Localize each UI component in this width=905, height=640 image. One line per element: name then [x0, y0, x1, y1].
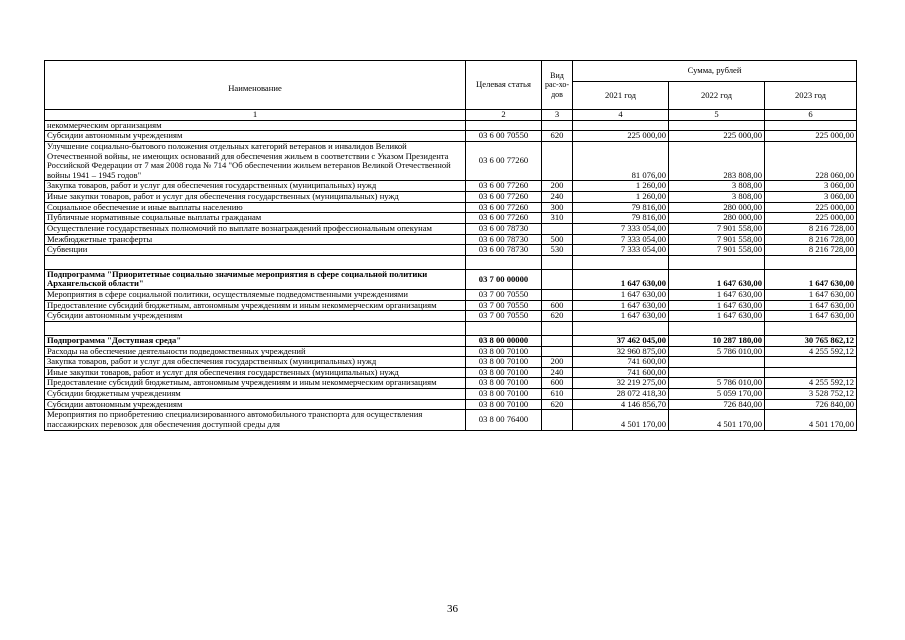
row-sum-2023: 225 000,00 [765, 213, 857, 224]
empty-cell [45, 255, 466, 269]
row-sum-2022 [669, 367, 765, 378]
row-sum-2021: 225 000,00 [573, 131, 669, 142]
row-name: Мероприятия в сфере социальной политики, осуществляемые подведомственными учреждениями [45, 290, 466, 301]
row-target-code: 03 7 00 70550 [466, 311, 542, 322]
row-target-code: 03 6 00 78730 [466, 245, 542, 256]
row-expense-type: 200 [542, 357, 573, 368]
empty-cell [466, 321, 542, 335]
empty-cell [669, 321, 765, 335]
table-row [45, 245, 857, 256]
spacer-row [45, 255, 857, 269]
column-index: 3 [542, 110, 573, 121]
row-target-code: 03 6 00 77260 [466, 181, 542, 192]
row-sum-2023: 3 060,00 [765, 181, 857, 192]
table-row [45, 234, 857, 245]
row-target-code: 03 6 00 70550 [466, 131, 542, 142]
header-type: Вид рас-хо-дов [542, 61, 573, 110]
row-target-code: 03 8 00 70100 [466, 346, 542, 357]
row-expense-type: 300 [542, 202, 573, 213]
row-expense-type [542, 410, 573, 430]
column-index: 6 [765, 110, 857, 121]
row-sum-2023: 4 501 170,00 [765, 410, 857, 430]
row-name-text: Иные закупки товаров, работ и услуг для обеспечения государственных (муниципальных) нужд [47, 367, 399, 377]
row-sum-2021: 1 647 630,00 [573, 311, 669, 322]
row-expense-type [542, 269, 573, 289]
row-name [45, 367, 466, 378]
row-sum-2021: 741 600,00 [573, 357, 669, 368]
row-target-code: 03 7 00 70550 [466, 290, 542, 301]
row-name-text: Иные закупки товаров, работ и услуг для обеспечения государственных (муниципальных) нужд [47, 191, 399, 201]
row-sum-2021: 28 072 418,30 [573, 389, 669, 400]
row-sum-2021: 1 260,00 [573, 181, 669, 192]
row-sum-2022: 225 000,00 [669, 131, 765, 142]
table-row [45, 399, 857, 410]
table-row [45, 120, 857, 131]
row-name [45, 192, 466, 203]
row-name: Улучшение социально-бытового положения отдельных категорий ветеранов и инвалидов Великой Отечественной войны, не имеющих оснований для обеспечения жильем в соответствии с Указом Президента Российской Федерации от 7 мая 2008 года № 714 "Об обеспечении жильем ветеранов Великой Отечественной войны 1941 – 1945 годов" [45, 141, 466, 181]
subprogram-row [45, 335, 857, 346]
row-sum-2023: 30 765 862,12 [765, 335, 857, 346]
row-sum-2021: 79 816,00 [573, 202, 669, 213]
row-sum-2021: 32 219 275,00 [573, 378, 669, 389]
row-sum-2023: 8 216 728,00 [765, 245, 857, 256]
row-sum-2023: 8 216 728,00 [765, 234, 857, 245]
row-sum-2022: 726 840,00 [669, 399, 765, 410]
header-sum: Сумма, рублей [573, 61, 857, 82]
row-name: Социальное обеспечение и иные выплаты населению [45, 202, 466, 213]
row-expense-type: 610 [542, 389, 573, 400]
row-name-text: Закупка товаров, работ и услуг для обеспечения государственных (муниципальных) нужд [47, 180, 377, 191]
row-sum-2023 [765, 357, 857, 368]
empty-cell [542, 321, 573, 335]
header-name: Наименование [45, 61, 466, 110]
table-row [45, 192, 857, 203]
row-name: Осуществление государственных полномочий по выплате вознаграждений профессиональным опекунам [45, 223, 466, 234]
row-sum-2022: 7 901 558,00 [669, 234, 765, 245]
row-expense-type: 620 [542, 131, 573, 142]
row-name: Подпрограмма "Доступная среда" [45, 335, 466, 346]
empty-cell [45, 321, 466, 335]
row-name: Предоставление субсидий бюджетным, автономным учреждениям и иным некоммерческим организациям [45, 300, 466, 311]
row-sum-2021: 79 816,00 [573, 213, 669, 224]
table-row [45, 410, 857, 430]
row-sum-2023: 3 528 752,12 [765, 389, 857, 400]
row-target-code: 03 8 00 70100 [466, 367, 542, 378]
row-expense-type [542, 141, 573, 181]
row-sum-2021: 1 647 630,00 [573, 290, 669, 301]
row-sum-2021: 7 333 054,00 [573, 245, 669, 256]
header-2021: 2021 год [573, 82, 669, 110]
column-index: 5 [669, 110, 765, 121]
table-row [45, 202, 857, 213]
table-row [45, 311, 857, 322]
row-name: Публичные нормативные социальные выплаты гражданам [45, 213, 466, 224]
row-name: Мероприятия по приобретению специализированного автомобильного транспорта для осуществления пассажирских перевозок для обеспечения доступной среды для [45, 410, 466, 430]
row-sum-2023: 726 840,00 [765, 399, 857, 410]
row-sum-2022: 1 647 630,00 [669, 290, 765, 301]
table-row [45, 290, 857, 301]
row-name: Подпрограмма "Приоритетные социально значимые мероприятия в сфере социальной политики Архангельской области" [45, 269, 466, 289]
row-target-code: 03 6 00 77260 [466, 213, 542, 224]
empty-cell [765, 255, 857, 269]
row-target-code: 03 8 00 00000 [466, 335, 542, 346]
row-expense-type: 240 [542, 367, 573, 378]
header-2023: 2023 год [765, 82, 857, 110]
table-row [45, 223, 857, 234]
row-sum-2023 [765, 120, 857, 131]
table-row [45, 378, 857, 389]
row-expense-type: 600 [542, 378, 573, 389]
subprogram-row [45, 269, 857, 289]
row-sum-2021: 4 146 856,70 [573, 399, 669, 410]
row-expense-type: 500 [542, 234, 573, 245]
row-sum-2022: 283 808,00 [669, 141, 765, 181]
row-sum-2021: 1 647 630,00 [573, 300, 669, 311]
table-row [45, 389, 857, 400]
row-expense-type [542, 223, 573, 234]
row-name: Субсидии бюджетным учреждениям [45, 389, 466, 400]
row-expense-type: 620 [542, 399, 573, 410]
row-sum-2021: 81 076,00 [573, 141, 669, 181]
row-sum-2022: 1 647 630,00 [669, 269, 765, 289]
column-index-row [45, 110, 857, 121]
row-sum-2023: 225 000,00 [765, 131, 857, 142]
row-sum-2021: 4 501 170,00 [573, 410, 669, 430]
header-target: Целевая статья [466, 61, 542, 110]
row-expense-type: 200 [542, 181, 573, 192]
header-row-top [45, 61, 857, 82]
row-sum-2023: 4 255 592,12 [765, 346, 857, 357]
row-expense-type: 600 [542, 300, 573, 311]
row-name: Субвенции [45, 245, 466, 256]
column-index: 1 [45, 110, 466, 121]
row-name: Предоставление субсидий бюджетным, автономным учреждениям и иным некоммерческим организациям [45, 378, 466, 389]
row-target-code: 03 7 00 00000 [466, 269, 542, 289]
empty-cell [573, 321, 669, 335]
empty-cell [669, 255, 765, 269]
table-row [45, 346, 857, 357]
header-2022: 2022 год [669, 82, 765, 110]
row-sum-2023: 228 060,00 [765, 141, 857, 181]
row-target-code: 03 6 00 77260 [466, 192, 542, 203]
row-name [45, 357, 466, 368]
row-sum-2022: 280 000,00 [669, 213, 765, 224]
page-number: 36 [447, 603, 458, 615]
row-sum-2022: 3 808,00 [669, 192, 765, 203]
row-sum-2022: 5 059 170,00 [669, 389, 765, 400]
empty-cell [573, 255, 669, 269]
row-sum-2023: 3 060,00 [765, 192, 857, 203]
row-sum-2023: 1 647 630,00 [765, 311, 857, 322]
row-sum-2023: 1 647 630,00 [765, 290, 857, 301]
table-row [45, 213, 857, 224]
row-name-text: Закупка товаров, работ и услуг для обеспечения государственных (муниципальных) нужд [47, 356, 377, 367]
row-target-code: 03 6 00 78730 [466, 223, 542, 234]
row-sum-2022: 7 901 558,00 [669, 245, 765, 256]
row-target-code: 03 6 00 77260 [466, 202, 542, 213]
row-target-code: 03 8 00 70100 [466, 399, 542, 410]
row-sum-2021: 32 960 875,00 [573, 346, 669, 357]
row-expense-type: 240 [542, 192, 573, 203]
column-index: 2 [466, 110, 542, 121]
row-sum-2022: 5 786 010,00 [669, 346, 765, 357]
row-sum-2021: 7 333 054,00 [573, 234, 669, 245]
row-sum-2022: 3 808,00 [669, 181, 765, 192]
row-name: Субсидии автономным учреждениям [45, 311, 466, 322]
row-sum-2023: 225 000,00 [765, 202, 857, 213]
empty-cell [765, 321, 857, 335]
row-expense-type: 620 [542, 311, 573, 322]
empty-cell [542, 255, 573, 269]
row-sum-2022: 10 287 180,00 [669, 335, 765, 346]
row-target-code: 03 8 00 70100 [466, 378, 542, 389]
row-name: Расходы на обеспечение деятельности подведомственных учреждений [45, 346, 466, 357]
row-expense-type [542, 290, 573, 301]
row-expense-type: 310 [542, 213, 573, 224]
row-target-code: 03 8 00 76400 [466, 410, 542, 430]
budget-table [44, 60, 857, 431]
row-expense-type [542, 120, 573, 131]
row-sum-2022: 7 901 558,00 [669, 223, 765, 234]
spacer-row [45, 321, 857, 335]
row-name: Субсидии автономным учреждениям [45, 131, 466, 142]
row-expense-type [542, 335, 573, 346]
row-sum-2023: 1 647 630,00 [765, 269, 857, 289]
table-row [45, 367, 857, 378]
row-sum-2021: 1 260,00 [573, 192, 669, 203]
row-name: Межбюджетные трансферты [45, 234, 466, 245]
row-target-code: 03 7 00 70550 [466, 300, 542, 311]
row-target-code: 03 6 00 77260 [466, 141, 542, 181]
table-row [45, 181, 857, 192]
row-sum-2021: 741 600,00 [573, 367, 669, 378]
row-target-code: 03 8 00 70100 [466, 389, 542, 400]
row-sum-2022 [669, 120, 765, 131]
row-name: некоммерческим организациям [45, 120, 466, 131]
empty-cell [466, 255, 542, 269]
column-index: 4 [573, 110, 669, 121]
row-sum-2022 [669, 357, 765, 368]
row-sum-2021: 7 333 054,00 [573, 223, 669, 234]
row-sum-2023 [765, 367, 857, 378]
row-name: Субсидии автономным учреждениям [45, 399, 466, 410]
row-sum-2022: 4 501 170,00 [669, 410, 765, 430]
row-name [45, 181, 466, 192]
row-expense-type [542, 346, 573, 357]
row-sum-2023: 1 647 630,00 [765, 300, 857, 311]
row-target-code: 03 8 00 70100 [466, 357, 542, 368]
table-row [45, 357, 857, 368]
row-sum-2022: 280 000,00 [669, 202, 765, 213]
row-sum-2021 [573, 120, 669, 131]
row-target-code [466, 120, 542, 131]
row-sum-2022: 1 647 630,00 [669, 311, 765, 322]
row-target-code: 03 6 00 78730 [466, 234, 542, 245]
row-expense-type: 530 [542, 245, 573, 256]
row-sum-2021: 1 647 630,00 [573, 269, 669, 289]
row-sum-2021: 37 462 045,00 [573, 335, 669, 346]
row-sum-2023: 4 255 592,12 [765, 378, 857, 389]
row-sum-2022: 1 647 630,00 [669, 300, 765, 311]
table-row [45, 300, 857, 311]
row-sum-2022: 5 786 010,00 [669, 378, 765, 389]
row-sum-2023: 8 216 728,00 [765, 223, 857, 234]
table-row [45, 141, 857, 181]
table-row [45, 131, 857, 142]
